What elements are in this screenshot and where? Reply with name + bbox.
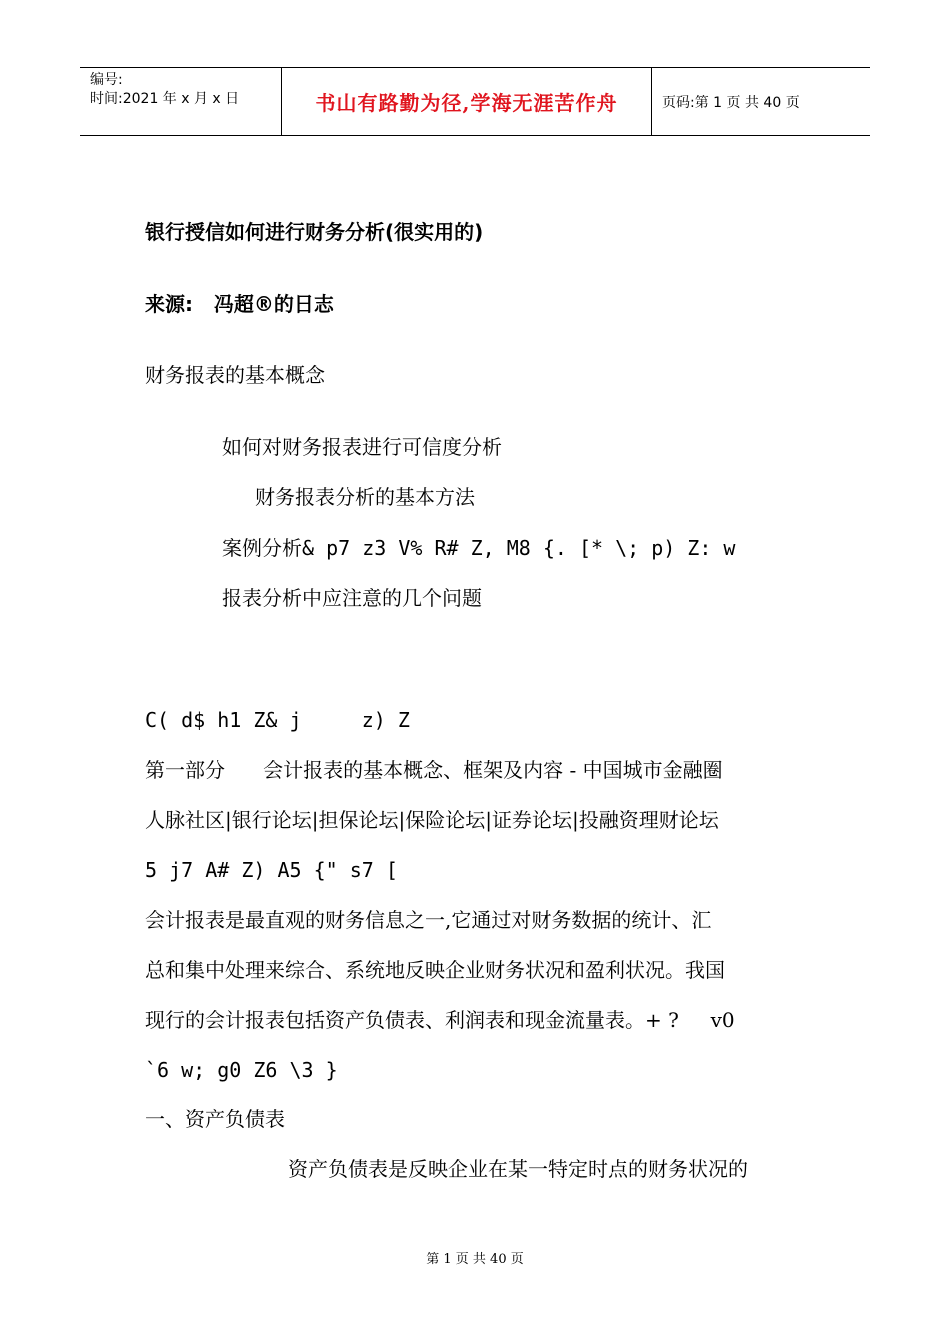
doc-source: 来源: 冯超®的日志 — [145, 292, 334, 316]
paragraph-line: 资产负债表是反映企业在某一特定时点的财务状况的 — [288, 1157, 748, 1181]
toc-item: 财务报表分析的基本方法 — [255, 485, 475, 509]
noise-text: 5 j7 A# Z) A5 {" s7 [ — [145, 858, 398, 882]
paragraph-line: 现行的会计报表包括资产负债表、利润表和现金流量表。+ ? v0 — [145, 1008, 735, 1032]
header-meta-cell — [80, 68, 282, 135]
header-motto: 书山有路勤为径,学海无涯苦作舟 — [282, 68, 652, 135]
page-footer: 第 1 页 共 40 页 — [426, 1252, 524, 1267]
time-label: 时间:2021 年 x 月 x 日 — [90, 91, 240, 107]
paragraph-line: 总和集中处理来综合、系统地反映企业财务状况和盈利状况。我国 — [145, 958, 725, 982]
noise-text: C( d$ h1 Z& j z) Z — [145, 708, 410, 732]
part1-heading-line: 人脉社区|银行论坛|担保论坛|保险论坛|证券论坛|投融资理财论坛 — [145, 808, 719, 832]
part1-heading-line: 第一部分 会计报表的基本概念、框架及内容 - 中国城市金融圈 — [145, 758, 723, 782]
section-heading: 一、资产负债表 — [145, 1107, 285, 1131]
header-table — [80, 67, 870, 136]
toc-item: 报表分析中应注意的几个问题 — [222, 586, 482, 610]
header-page-info: 页码:第 1 页 共 40 页 — [662, 94, 800, 111]
number-label: 编号: — [90, 72, 123, 88]
noise-text: `6 w; g0 Z6 \3 } — [145, 1058, 338, 1082]
toc-item: 案例分析& p7 z3 V% R# Z, M8 {. [* \; p) Z: w — [222, 536, 736, 560]
toc-heading: 财务报表的基本概念 — [145, 363, 325, 387]
toc-item: 如何对财务报表进行可信度分析 — [222, 435, 502, 459]
paragraph-line: 会计报表是最直观的财务信息之一,它通过对财务数据的统计、汇 — [145, 908, 712, 932]
doc-title: 银行授信如何进行财务分析(很实用的) — [145, 220, 484, 244]
